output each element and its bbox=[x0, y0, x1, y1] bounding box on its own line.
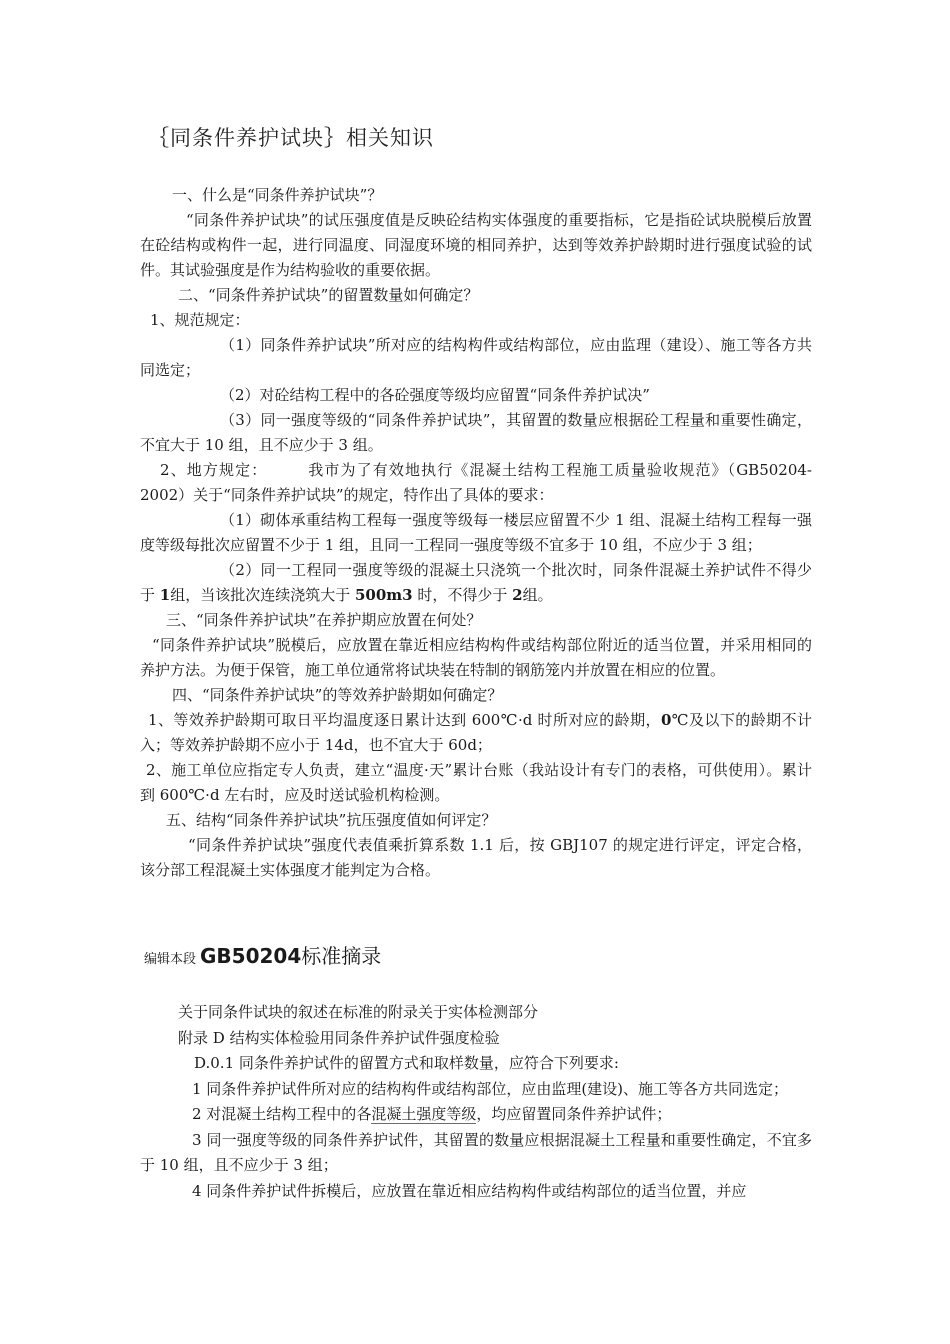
local-item-2-text-c: 时，不得少于 bbox=[412, 586, 513, 604]
norm-item-1: （1）同条件养护试块”所对应的结构构件或结构部位，应由监理（建设）、施工等各方共同选定； bbox=[140, 336, 812, 379]
excerpt-item-1: 1 同条件养护试件所对应的结构构件或结构部位，应由监理(建设)、施工等各方共同选定； bbox=[192, 1079, 789, 1098]
excerpt-body bbox=[140, 1000, 812, 1204]
excerpt-item-2-text-a: 2 对混凝土结构工程中的各 bbox=[192, 1105, 372, 1123]
section-heading bbox=[144, 940, 381, 969]
edit-section-link[interactable]: 编辑本段 bbox=[144, 952, 197, 967]
page-title: ｛同条件养护试块｝相关知识 bbox=[148, 126, 434, 150]
excerpt-appendix-title: 附录 D 结构实体检验用同条件养护试件强度检验 bbox=[178, 1028, 500, 1047]
subheading-local: 2、地方规定： 我市为了有效地执行《混凝土结构工程施工质量验收规范》（GB50204-2002）关于“同条件养护试块”的规定，特作出了具体的要求： bbox=[140, 461, 812, 504]
subheading-norm: 1、规范规定： bbox=[150, 311, 250, 329]
section-code: GB50204 bbox=[200, 944, 302, 968]
local-item-2-count-1: 1 bbox=[159, 586, 171, 604]
section-title: 标准摘录 bbox=[301, 944, 382, 968]
local-item-2-text-a: （2）同一工程同一强度等级的混凝土只浇筑一个批次时，同条件混凝土养护试件不得少于 bbox=[140, 561, 812, 604]
local-item-1: （1）砌体承重结构工程每一强度等级每一楼层应留置不少 1 组、混凝土结构工程每一强度等级每批次应留置不少于 1 组，且同一工程同一强度等级不宜多于 10 组，不应少于 3 组； bbox=[140, 511, 812, 554]
answer-4-item-1 bbox=[140, 708, 812, 758]
excerpt-clause-d01: D.0.1 同条件养护试件的留置方式和取样数量，应符合下列要求: bbox=[194, 1054, 619, 1072]
answer-4-zero: 0 bbox=[660, 711, 672, 729]
answer-4-item-2: 2、施工单位应指定专人负责，建立“温度·天”累计台账（我站设计有专门的表格，可供使用）。累计到 600℃·d 左右时，应及时送试验机构检测。 bbox=[140, 761, 812, 804]
question-4: 四、“同条件养护试块”的等效养护龄期如何确定？ bbox=[172, 686, 503, 704]
question-3: 三、“同条件养护试块”在养护期应放置在何处？ bbox=[166, 611, 482, 629]
local-item-2-count-2: 2 bbox=[512, 586, 523, 604]
excerpt-item-2-text-b: ，均应留置同条件养护试件； bbox=[476, 1105, 672, 1123]
question-1: 一、什么是“同条件养护试块”？ bbox=[172, 186, 383, 204]
answer-4-item-1-text-a: 1、等效养护龄期可取日平均温度逐日累计达到 600℃·d 时所对应的龄期， bbox=[148, 711, 661, 729]
local-item-2-text-d: 组。 bbox=[522, 586, 553, 604]
norm-item-3: （3）同一强度等级的“同条件养护试块”，其留置的数量应根据砼工程量和重要性确定，不宜大于 10 组，且不应少于 3 组。 bbox=[140, 411, 812, 454]
excerpt-item-3: 3 同一强度等级的同条件养护试件，其留置的数量应根据混凝土工程量和重要性确定，不宜多于 10 组，且不应少于 3 组； bbox=[140, 1130, 812, 1174]
excerpt-item-4: 4 同条件养护试件拆模后，应放置在靠近相应结构构件或结构部位的适当位置，并应 bbox=[192, 1181, 747, 1200]
concrete-strength-grade-link[interactable]: 混凝土强度等级 bbox=[371, 1105, 477, 1123]
local-item-2 bbox=[140, 558, 812, 608]
answer-5: “同条件养护试块”强度代表值乘折算系数 1.1 后，按 GBJ107 的规定进行评定，评定合格，该分部工程混凝土实体强度才能判定为合格。 bbox=[140, 836, 812, 879]
answer-1: “同条件养护试块”的试压强度值是反映砼结构实体强度的重要指标，它是指砼试块脱模后放置在砼结构或构件一起，进行同温度、同湿度环境的相同养护，达到等效养护龄期时进行强度试验的试件。其试验强度是作为结构验收的重要依据。 bbox=[140, 211, 812, 279]
norm-item-2: （2）对砼结构工程中的各砼强度等级均应留置“同条件养护试决” bbox=[220, 386, 650, 404]
article-body bbox=[140, 183, 812, 883]
local-item-2-text-b: 组，当该批次连续浇筑大于 bbox=[170, 586, 355, 604]
excerpt-item-2 bbox=[140, 1102, 812, 1128]
local-item-2-volume: 500m3 bbox=[355, 586, 413, 604]
question-5: 五、结构“同条件养护试块”抗压强度值如何评定？ bbox=[166, 811, 497, 829]
answer-3: “同条件养护试块”脱模后，应放置在靠近相应结构构件或结构部位附近的适当位置，并采用相同的养护方法。为便于保管，施工单位通常将试块装在特制的钢筋笼内并放置在相应的位置。 bbox=[140, 636, 812, 679]
excerpt-intro: 关于同条件试块的叙述在标准的附录关于实体检测部分 bbox=[178, 1003, 539, 1021]
answer-4-item-1-text-b: ℃及以下的龄期不计入；等效养护龄期不应小于 14d，也不宜大于 60d； bbox=[140, 711, 812, 754]
question-2: 二、“同条件养护试块”的留置数量如何确定？ bbox=[178, 286, 479, 304]
